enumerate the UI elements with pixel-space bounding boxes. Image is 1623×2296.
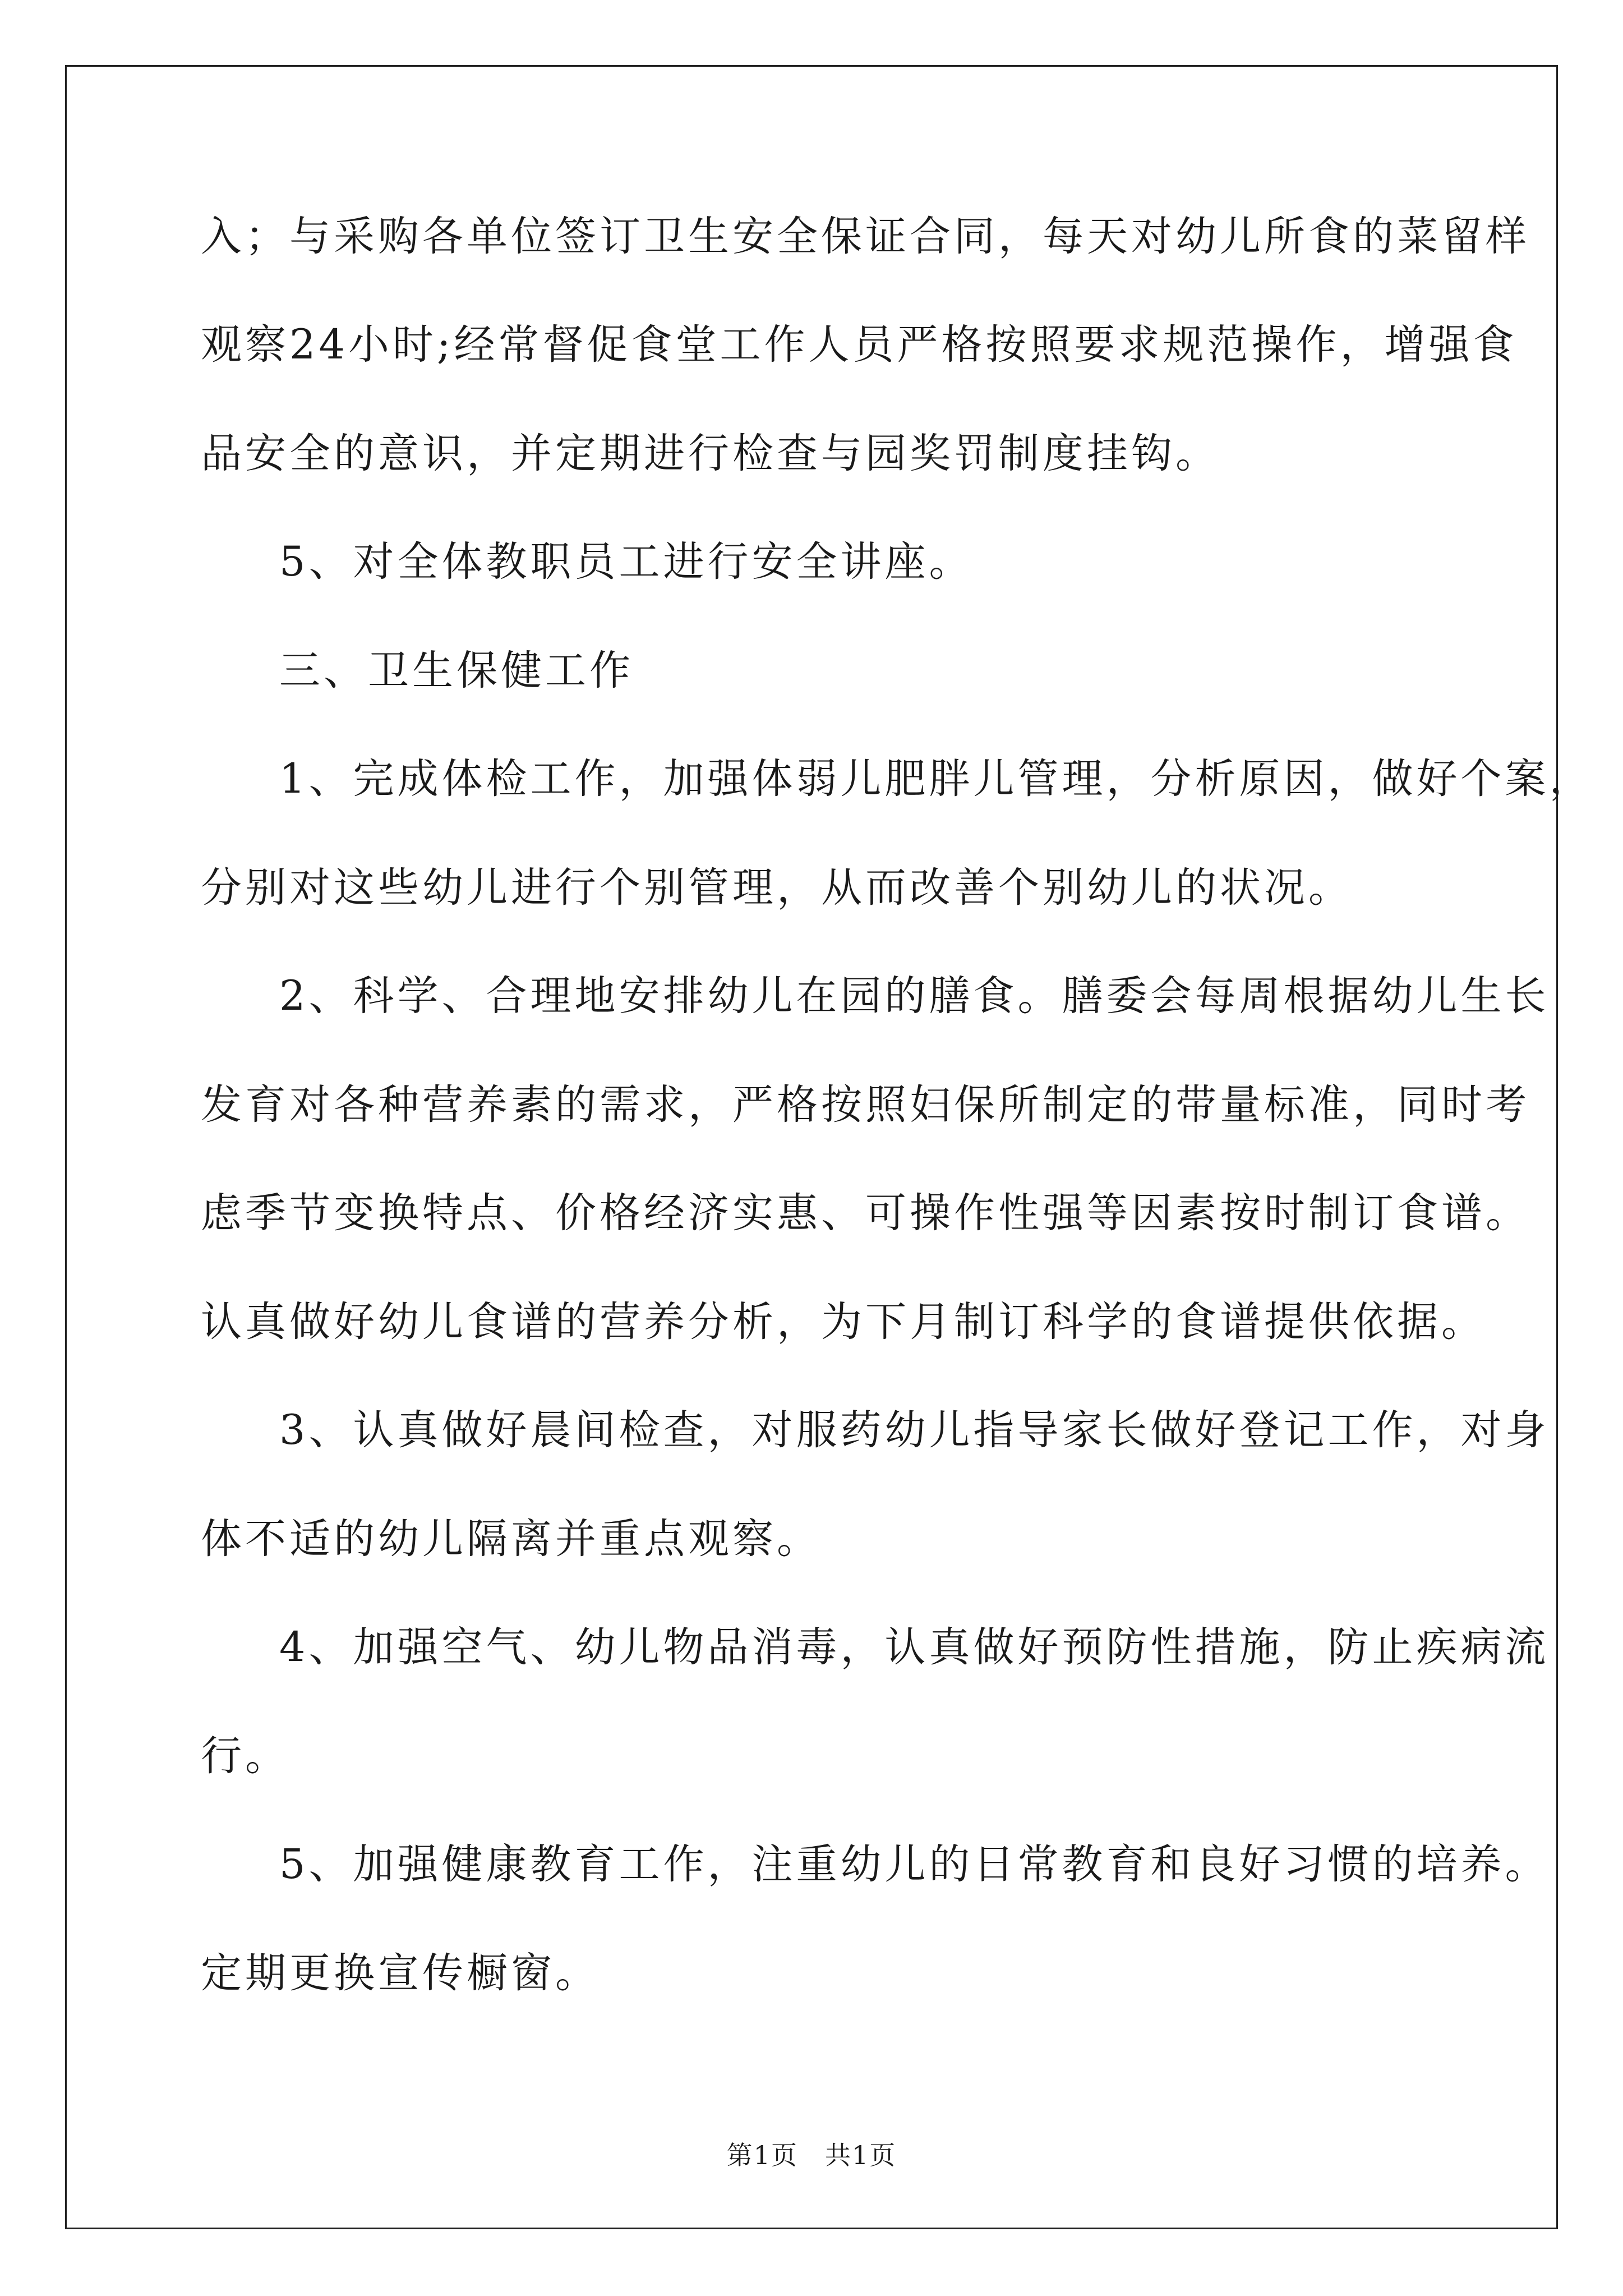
text-line: 入；与采购各单位签订卫生安全保证合同，每天对幼儿所食的菜留样	[201, 213, 1530, 260]
page-border	[65, 65, 1558, 2229]
text-line: 3、认真做好晨间检查，对服药幼儿指导家长做好登记工作，对身	[279, 1406, 1550, 1454]
text-line: 虑季节变换特点、价格经济实惠、可操作性强等因素按时制订食谱。	[201, 1189, 1530, 1237]
text-line: 体不适的幼儿隔离并重点观察。	[201, 1515, 821, 1563]
text-line: 5、加强健康教育工作，注重幼儿的日常教育和良好习惯的培养。	[279, 1841, 1550, 1888]
text-line: 行。	[201, 1732, 289, 1780]
section-heading: 三、卫生保健工作	[279, 647, 634, 694]
text-line: 1、完成体检工作，加强体弱儿肥胖儿管理，分析原因，做好个案，	[279, 755, 1594, 803]
text-line: 认真做好幼儿食谱的营养分析，为下月制订科学的食谱提供依据。	[201, 1298, 1486, 1346]
page-footer: 第1页 共1页	[726, 2140, 897, 2170]
text-line: 2、科学、合理地安排幼儿在园的膳食。膳委会每周根据幼儿生长	[279, 972, 1550, 1020]
text-line: 观察24小时;经常督促食堂工作人员严格按照要求规范操作，增强食	[201, 321, 1518, 369]
text-line: 分别对这些幼儿进行个别管理，从而改善个别幼儿的状况。	[201, 864, 1353, 912]
text-line: 5、对全体教职员工进行安全讲座。	[279, 538, 974, 586]
text-line: 发育对各种营养素的需求，严格按照妇保所制定的带量标准，同时考	[201, 1081, 1530, 1129]
text-line: 4、加强空气、幼儿物品消毒，认真做好预防性措施，防止疾病流	[279, 1623, 1550, 1671]
text-line: 定期更换宣传橱窗。	[201, 1949, 600, 1997]
text-line: 品安全的意识，并定期进行检查与园奖罚制度挂钩。	[201, 430, 1220, 477]
